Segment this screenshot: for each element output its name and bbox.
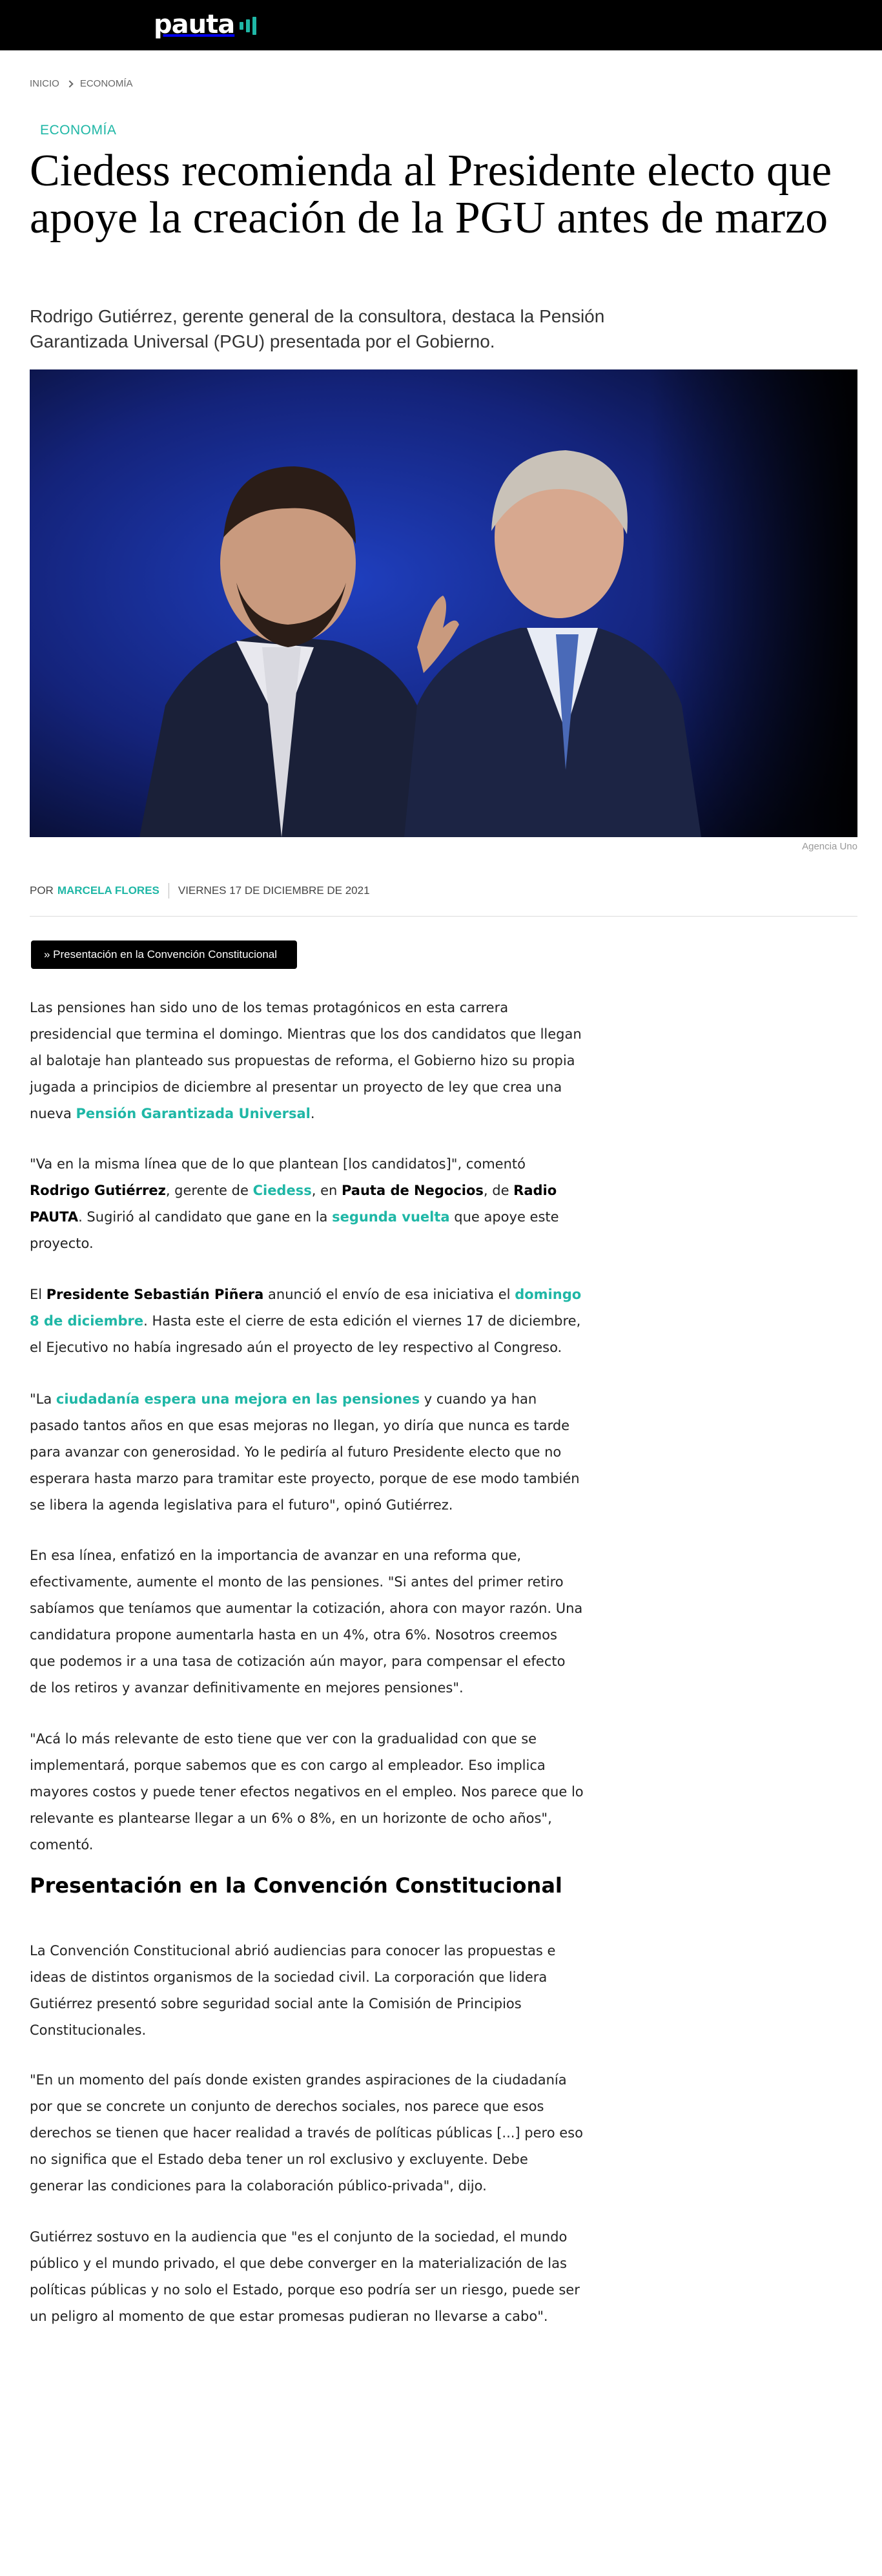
logo-text: pauta	[154, 10, 235, 39]
paragraph-2-text-f: que apoye este proyecto.	[30, 1209, 559, 1251]
author-link[interactable]: MARCELA FLORES	[57, 884, 159, 897]
paragraph-3-text-a: El	[30, 1287, 46, 1302]
chevron-right-icon	[66, 80, 73, 87]
paragraph-3	[30, 1282, 585, 1361]
top-navigation-bar	[0, 0, 882, 50]
paragraph-2-text-d: , de	[483, 1183, 514, 1198]
signal-bars-icon	[240, 17, 256, 35]
byline-divider-line	[30, 916, 857, 917]
paragraph-1-text-b: .	[310, 1106, 315, 1121]
segunda-vuelta-link[interactable]: segunda vuelta	[332, 1209, 450, 1225]
paragraph-4-text-b: y cuando ya han pasado tantos años en que esas mejoras no llegan, yo diría que nunca es tarde para avanzar con generosidad. Yo le pediría al futuro Presidente electo que no esperara hasta marzo para tramitar este proyecto, porque de ese modo también se libera la agenda legislativa para el futuro", opinó Gutiérrez.	[30, 1391, 580, 1513]
paragraph-3-text-c: . Hasta este el cierre de esta edición el viernes 17 de diciembre, el Ejecutivo no había ingresado aún el proyecto de ley respectivo al Congreso.	[30, 1313, 581, 1355]
paragraph-2-text-a: "Va en la misma línea que de lo que plantean [los candidatos]", comentó	[30, 1156, 526, 1172]
paragraph-3-bold-1: Presidente Sebastián Piñera	[46, 1287, 264, 1302]
photo-credit: Agencia Uno	[802, 841, 857, 852]
paragraph-8: "En un momento del país donde existen grandes aspiraciones de la ciudadanía por que se concrete un conjunto de derechos sociales, nos parece que esos derechos se tienen que hacer realidad a través de políticas públicas [...] pero eso no significa que el Estado deba tener un rol exclusivo y excluyente. Debe generar las condiciones para la colaboración público-privada", dijo.	[30, 2072, 583, 2194]
paragraph-2-bold-3: Radio PAUTA	[30, 1183, 557, 1225]
paragraph-2-bold-2: Pauta de Negocios	[341, 1183, 484, 1198]
section-heading: Presentación en la Convención Constitucional	[30, 1873, 562, 1898]
domingo-8-link[interactable]: domingo 8 de diciembre	[30, 1287, 582, 1329]
paragraph-2	[30, 1151, 585, 1257]
breadcrumb-home-link[interactable]: INICIO	[30, 78, 59, 89]
pgu-link[interactable]: Pensión Garantizada Universal	[76, 1106, 311, 1121]
hero-photo-illustration	[30, 369, 857, 837]
pauta-logo[interactable]	[154, 9, 256, 40]
paragraph-4	[30, 1386, 585, 1519]
hero-photo	[30, 369, 857, 837]
article-title: Ciedess recomienda al Presidente electo que apoye la creación de la PGU antes de marzo	[30, 146, 832, 243]
paragraph-2-text-b: , gerente de	[165, 1183, 253, 1198]
paragraph-3-text-b: anunció el envío de esa iniciativa el	[263, 1287, 515, 1302]
article-subtitle: Rodrigo Gutiérrez, gerente general de la consultora, destaca la Pensión Garantizada Universal (PGU) presentada por el Gobierno.	[30, 306, 605, 351]
jump-to-section-button[interactable]: » Presentación en la Convención Constitucional	[31, 940, 297, 969]
paragraph-5: En esa línea, enfatizó en la importancia de avanzar en una reforma que, efectivamente, aumente el monto de las pensiones. "Si antes del primer retiro sabíamos que teníamos que aumentar la cotización, ahora con mayor razón. Una candidatura propone aumentarla hasta en un 4%, otra 6%. Nosotros creemos que podemos ir a una tasa de cotización aún mayor, para compensar el efecto de los retiros y avanzar definitivamente en mejores pensiones".	[30, 1548, 583, 1696]
paragraph-9: Gutiérrez sostuvo en la audiencia que "es el conjunto de la sociedad, el mundo público y el mundo privado, el que debe converger en la materialización de las políticas públicas y no solo el Estado, porque eso podría ser un riesgo, puede ser un peligro al momento de que estar promesas pudieran no llevarse a cabo".	[30, 2229, 580, 2324]
breadcrumb-section-link[interactable]: ECONOMÍA	[79, 78, 133, 89]
publish-date: VIERNES 17 DE DICIEMBRE DE 2021	[178, 884, 370, 897]
paragraph-1-text-a: Las pensiones han sido uno de los temas protagónicos en esta carrera presidencial que termina el domingo. Mientras que los dos candidatos que llegan al balotaje han planteado sus propuestas de reforma, el Gobierno hizo su propia jugada a principios de diciembre al presentar un proyecto de ley que crea una nueva	[30, 1000, 582, 1121]
article-section-link[interactable]: ECONOMÍA	[40, 123, 117, 138]
breadcrumb	[30, 78, 133, 89]
ciedess-link[interactable]: Ciedess	[252, 1183, 312, 1198]
paragraph-6: "Acá lo más relevante de esto tiene que ver con la gradualidad con que se implementará, porque sabemos que es con cargo al empleador. Eso implica mayores costos y puede tener efectos negativos en el empleo. Nos parece que lo relevante es plantearse llegar a un 6% o 8%, en un horizonte de ocho años", comentó.	[30, 1731, 584, 1853]
paragraph-1	[30, 995, 585, 1127]
paragraph-2-text-e: . Sugirió al candidato que gane en la	[78, 1209, 333, 1225]
ciudadania-link[interactable]: ciudadanía espera una mejora en las pensiones	[56, 1391, 420, 1407]
article-byline	[30, 883, 370, 898]
paragraph-4-text-a: "La	[30, 1391, 56, 1407]
byline-prefix: POR	[30, 884, 54, 897]
paragraph-2-text-c: , en	[311, 1183, 342, 1198]
paragraph-2-bold-1: Rodrigo Gutiérrez	[30, 1183, 166, 1198]
paragraph-7: La Convención Constitucional abrió audiencias para conocer las propuestas e ideas de distintos organismos de la sociedad civil. La corporación que lidera Gutiérrez presentó sobre seguridad social ante la Comisión de Principios Constitucionales.	[30, 1943, 556, 2038]
